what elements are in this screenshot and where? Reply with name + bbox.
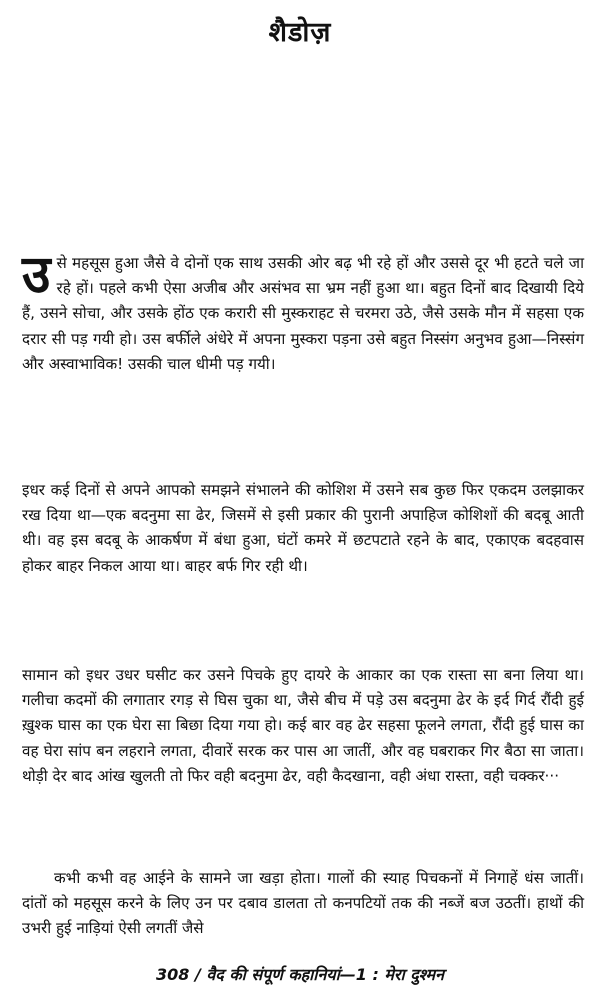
paragraph-2: इधर कई दिनों से अपने आपको समझने संभालने की कोशिश में उसने सब कुछ फिर एकदम उलझाकर रख दिया था—एक बदनुमा सा ढेर, जिसमें से इसी प्रकार की पुरानी अपाहिज कोशिशों की बदबू आती थी। वह इस बदबू के आकर्षण में बंधा हुआ, घंटों कमरे में छटपटाते रहने के बाद, एकाएक बदहवास होकर बाहर निकल आया था। बाहर बर्फ गिर रही थी। [22, 481, 584, 575]
drop-cap: उ [22, 245, 51, 305]
paragraph-1-text: से महसूस हुआ जैसे वे दोनों एक साथ उसकी ओर बढ़ भी रहे हों और उससे दूर भी हटते चले जा रहे हों। पहले कभी ऐसा अजीब और असंभव सा भ्रम नहीं हुआ था। बहुत दिनों बाद दिखायी दिये हैं, उसने सोचा, और उसके होंठ एक करारी सी मुस्कराहट से चरमरा उठे, जैसे उसके मौन में सहसा एक दरार सी पड़ गयी हो। उस बर्फीले अंधेरे में अपना मुस्करा पड़ना उसे बहुत निस्संग अनुभव हुआ—निस्संग और अस्वाभाविक! उसकी चाल धीमी पड़ गयी। [22, 254, 584, 373]
paragraph-3: सामान को इधर उधर घसीट कर उसने पिचके हुए दायरे के आकार का एक रास्ता सा बना लिया था। गलीचा कदमों की लगातार रगड़ से घिस चुका था, जैसे बीच में पड़े उस बदनुमा ढेर के इर्द गिर्द रौंदी हुई ख़ुश्क घास का एक घेरा सा बिछा दिया गया हो। कई बार वह ढेर सहसा फूलने लगता, रौंदी हुई घास का वह घेरा सांप बन लहराने लगता, दीवारें सरक कर पास आ जातीं, और वह घबराकर गिर बैठा सा जाता। थोड़ी देर बाद आंख खुलती तो फिर वही बदनुमा ढेर, वही कैदखाना, वही अंधा रास्ता, वही चक्कर··· [22, 666, 584, 785]
paragraph-4: कभी कभी वह आईने के सामने जा खड़ा होता। गालों की स्याह पिचकनों में निगाहें धंस जातीं। दांतों को महसूस करने के लिए उन पर दबाव डालता तो कनपटियों तक की नब्जें बज उठतीं। हाथों की उभरी हुई नाड़ियां ऐसी लगतीं जैसे [22, 869, 584, 938]
paragraph-1 [22, 245, 584, 377]
page-footer: 308 / वैद की संपूर्ण कहानियां—1 : मेरा दुश्मन [155, 965, 444, 984]
page-title: शैडोज़ [268, 17, 332, 48]
